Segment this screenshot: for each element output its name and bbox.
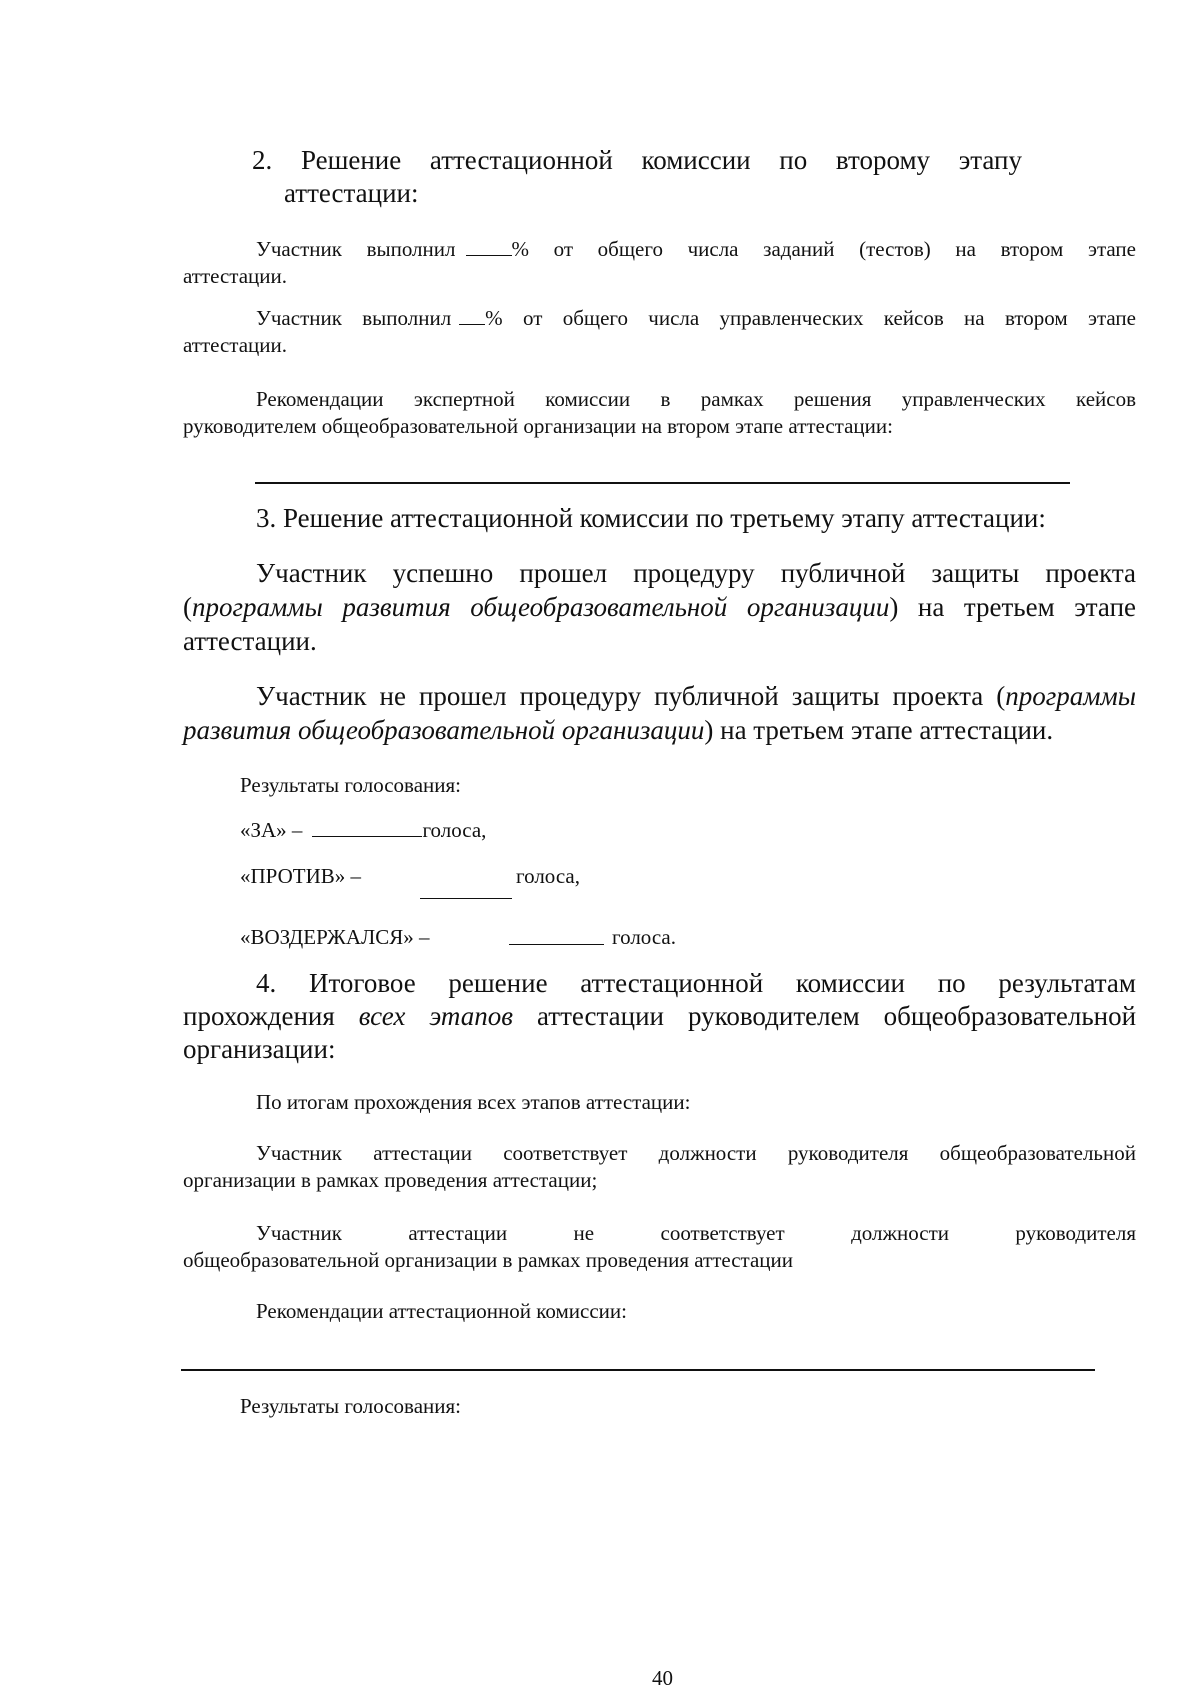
cases-percent-blank[interactable]	[459, 306, 485, 325]
vote-for-row: «ЗА» – голоса,	[240, 818, 487, 842]
section3-heading: 3. Решение аттестационной комиссии по третьему этапу аттестации:	[256, 503, 1046, 533]
expert-reco-blank-line[interactable]	[255, 482, 1070, 484]
match-line2: организации в рамках проведения аттестации;	[183, 1168, 598, 1192]
section2-heading-line2: аттестации:	[284, 178, 419, 208]
expert-reco-line1: Рекомендации экспертной комиссии в рамках решения управленческих кейсов	[256, 387, 1136, 411]
failed-line1: Участник не прошел процедуру публичной защиты проекта (программы	[256, 681, 1136, 711]
section4-heading-line2: прохождения всех этапов аттестации руководителем общеобразовательной	[183, 1001, 1137, 1031]
expert-reco-line2: руководителем общеобразовательной организации на втором этапе аттестации:	[183, 414, 893, 438]
vote-against-suffix: голоса,	[516, 864, 580, 888]
match-line1: Участник аттестации соответствует должности руководителя общеобразовательной	[256, 1141, 1136, 1165]
failed-line2: развития общеобразовательной организации) на третьем этапе аттестации.	[183, 715, 1054, 745]
cases-result-line: Участник выполнил % от общего числа управленческих кейсов на втором этапе	[256, 306, 1136, 330]
section2-heading	[252, 144, 1022, 177]
tests-percent-blank[interactable]	[466, 237, 512, 256]
section4-heading-line3: организации:	[183, 1034, 336, 1064]
vote-against-blank[interactable]	[420, 898, 512, 899]
vote-title-section3: Результаты голосования:	[240, 773, 461, 797]
vote-for-blank[interactable]	[312, 818, 422, 837]
page-number: 40	[652, 1666, 673, 1690]
vote-against-label: «ПРОТИВ» –	[240, 864, 362, 888]
vote-abstain-blank[interactable]	[509, 944, 604, 945]
section4-intro: По итогам прохождения всех этапов аттестации:	[256, 1090, 691, 1114]
cases-result-line2: аттестации.	[183, 333, 288, 357]
passed-line3: аттестации.	[183, 626, 317, 656]
tests-result-line: Участник выполнил % от общего числа заданий (тестов) на втором этапе	[256, 237, 1136, 261]
passed-line1: Участник успешно прошел процедуру публичной защиты проекта	[256, 558, 1136, 588]
passed-line2: (программы развития общеобразовательной организации) на третьем этапе	[183, 592, 1136, 622]
passed-italic: программы развития общеобразовательной организации	[192, 592, 890, 622]
commission-reco-blank-line[interactable]	[181, 1369, 1095, 1371]
commission-reco-title: Рекомендации аттестационной комиссии:	[256, 1299, 627, 1323]
vote-abstain-suffix: голоса.	[612, 925, 676, 949]
vote-title-section4: Результаты голосования:	[240, 1394, 461, 1418]
nomatch-line2: общеобразовательной организации в рамках проведения аттестации	[183, 1248, 794, 1272]
section4-heading-line1: 4. Итоговое решение аттестационной комиссии по результатам	[256, 968, 1136, 998]
section2-heading-line1: 2. Решение аттестационной комиссии по второму этапу	[252, 145, 1023, 175]
tests-result-line2: аттестации.	[183, 264, 288, 288]
nomatch-line1: Участник аттестации не соответствует должности руководителя	[256, 1221, 1136, 1245]
vote-abstain-label: «ВОЗДЕРЖАЛСЯ» –	[240, 925, 430, 949]
